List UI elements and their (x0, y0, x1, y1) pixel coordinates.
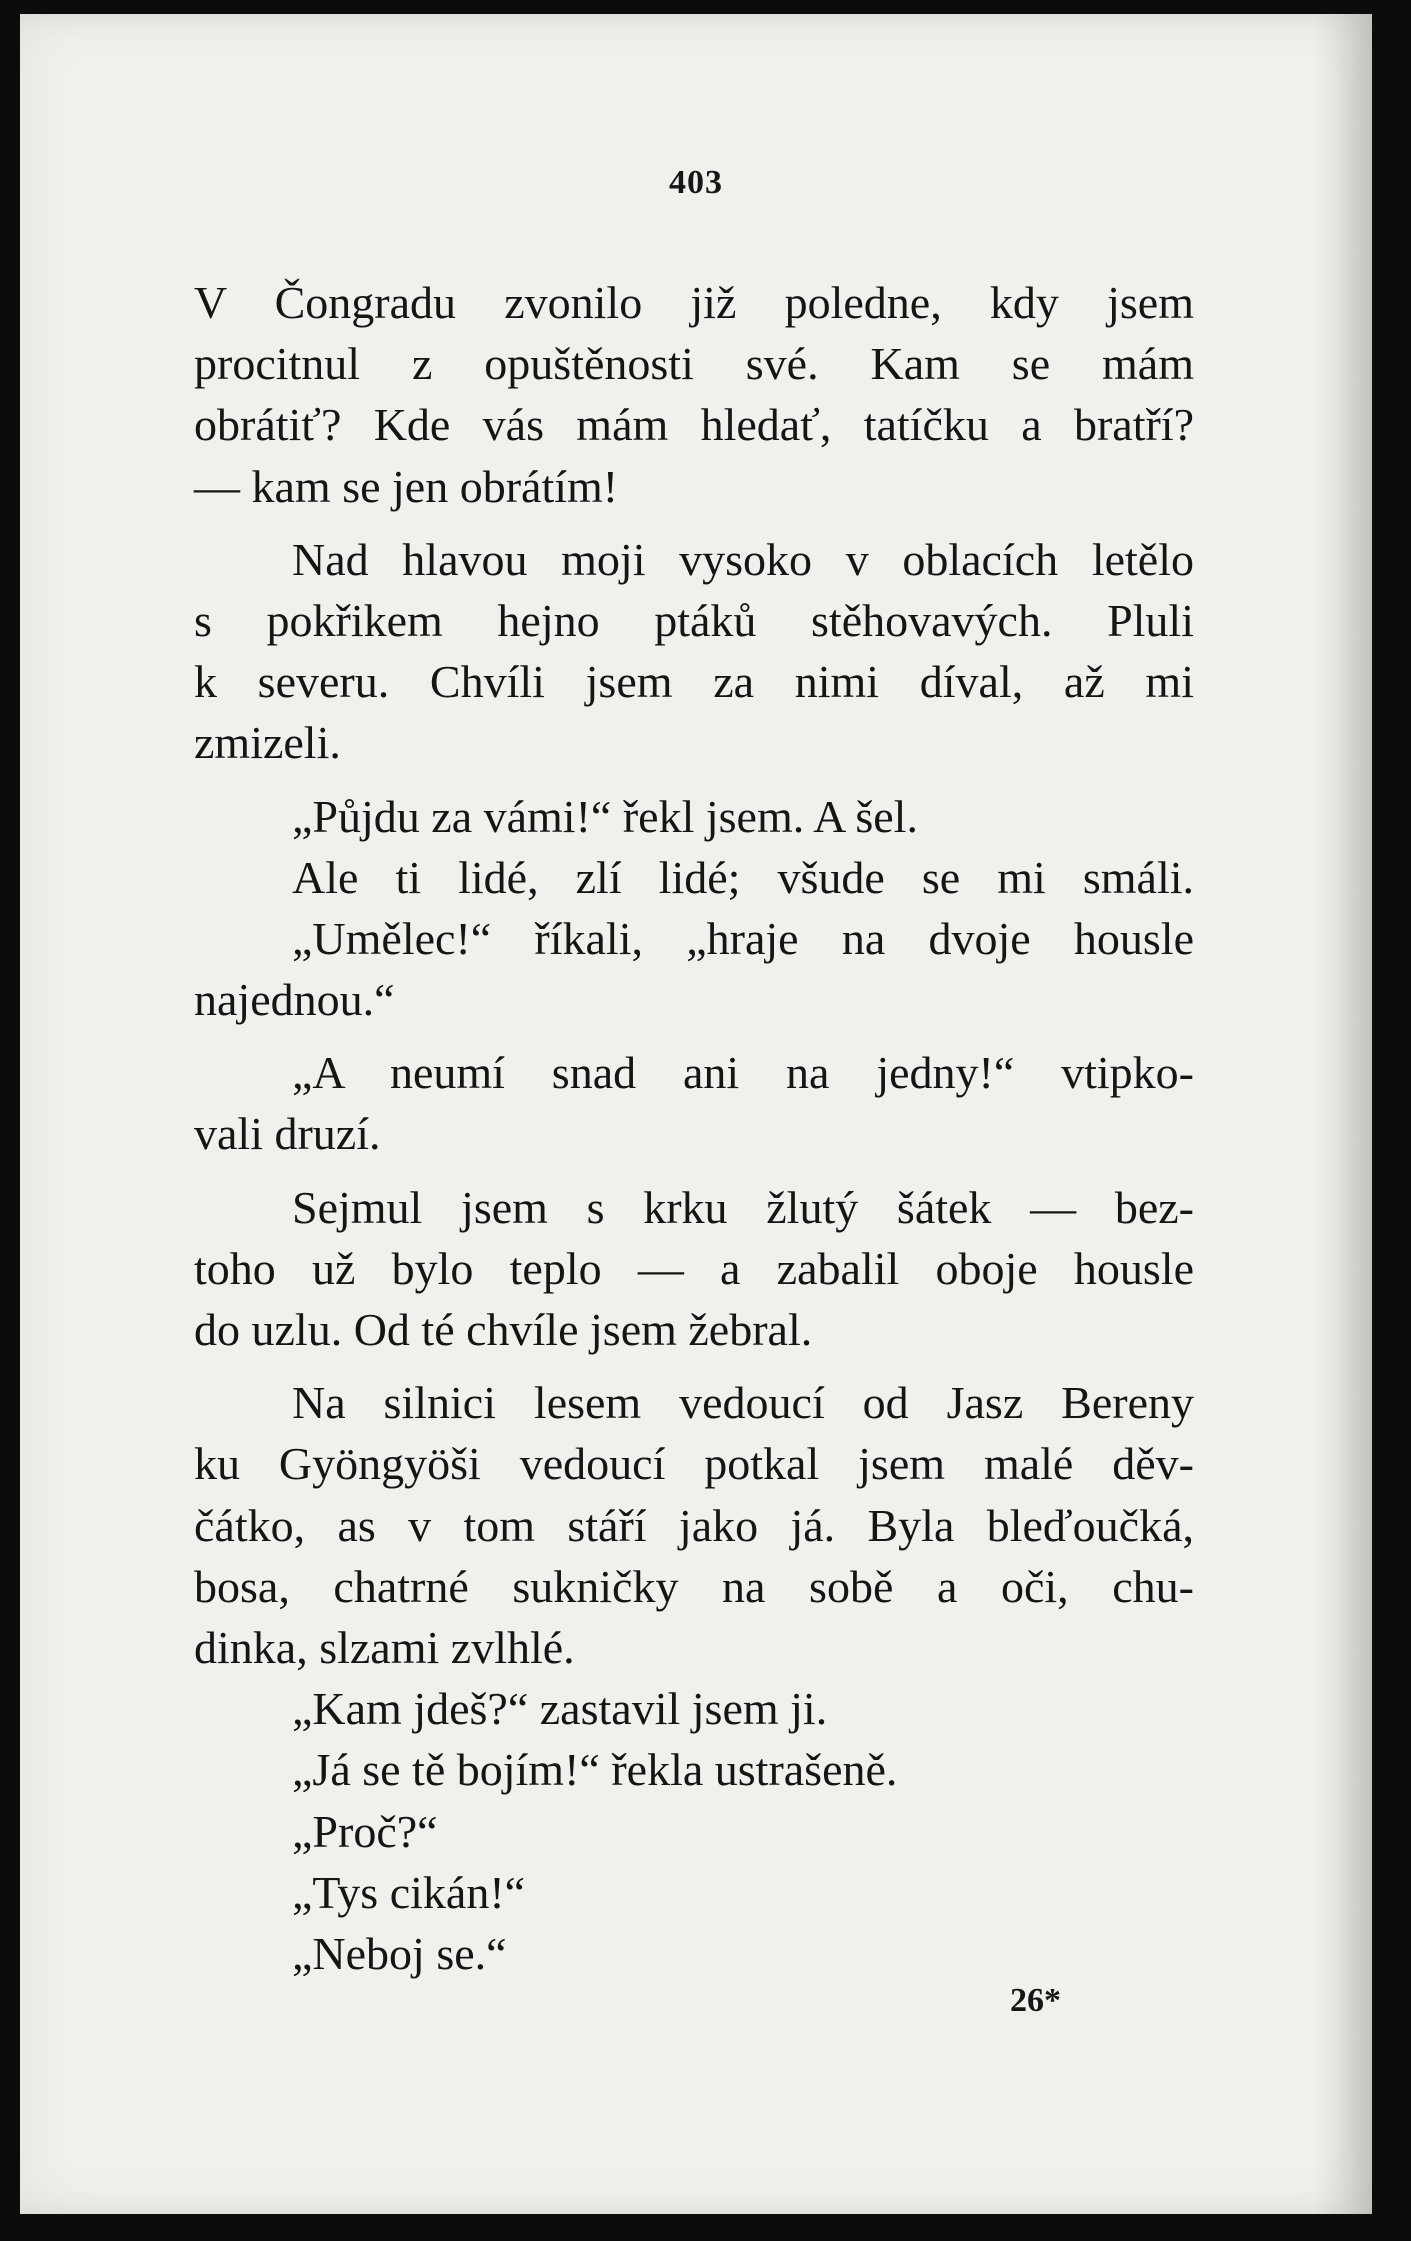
text-line: ku Gyöngyöši vedoucí potkal jsem malé děv- (194, 1438, 1194, 1490)
text-line: „Kam jdeš?“ zastavil jsem ji. (292, 1683, 828, 1735)
text-line: „Já se tě bojím!“ řekla ustrašeně. (292, 1744, 898, 1796)
text-line: Sejmul jsem s krku žlutý šátek — bez- (292, 1181, 1194, 1233)
text-line: „Umělec!“ říkali, „hraje na dvoje housle (292, 912, 1194, 964)
text-line: Nad hlavou moji vysoko v oblacích letělo (292, 533, 1194, 585)
text-line: k severu. Chvíli jsem za nimi díval, až mi (194, 656, 1194, 708)
text-line: Ale ti lidé, zlí lidé; všude se mi smáli. (292, 851, 1194, 903)
text-line: — kam se jen obrátím! (194, 460, 619, 512)
book-page (20, 14, 1372, 2214)
text-line: „Neboj se.“ (292, 1927, 507, 1979)
text-line: „Půjdu za vámi!“ řekl jsem. A šel. (292, 790, 918, 842)
text-line: Na silnici lesem vedoucí od Jasz Bereny (292, 1377, 1194, 1429)
page-edge-shadow (1312, 14, 1372, 2214)
text-line: najednou.“ (194, 974, 395, 1026)
text-line: „A neumí snad ani na jedny!“ vtipko- (292, 1047, 1194, 1099)
text-line: procitnul z opuštěnosti své. Kam se mám (194, 338, 1194, 390)
body-text (194, 272, 1194, 1984)
text-line: dinka, slzami zvlhlé. (194, 1621, 575, 1673)
text-line: bosa, chatrné sukničky na sobě a oči, chu- (194, 1560, 1194, 1612)
printer-signature-mark: 26* (1010, 1982, 1061, 2019)
text-line: „Tys cikán!“ (292, 1866, 526, 1918)
text-line: s pokřikem hejno ptáků stěhovavých. Pluli (194, 594, 1194, 646)
text-line: toho už bylo teplo — a zabalil oboje housle (194, 1242, 1194, 1294)
text-line: vali druzí. (194, 1108, 381, 1160)
text-line: obrátiť? Kde vás mám hledať, tatíčku a bratří? (194, 399, 1194, 451)
text-line: V Čongradu zvonilo již poledne, kdy jsem (194, 277, 1194, 328)
text-line: do uzlu. Od té chvíle jsem žebral. (194, 1304, 813, 1355)
text-line: „Proč?“ (292, 1805, 438, 1857)
text-line: čátko, as v tom stáří jako já. Byla bleďoučká, (194, 1499, 1194, 1551)
text-line: zmizeli. (194, 717, 341, 769)
page-number: 403 (669, 164, 723, 201)
